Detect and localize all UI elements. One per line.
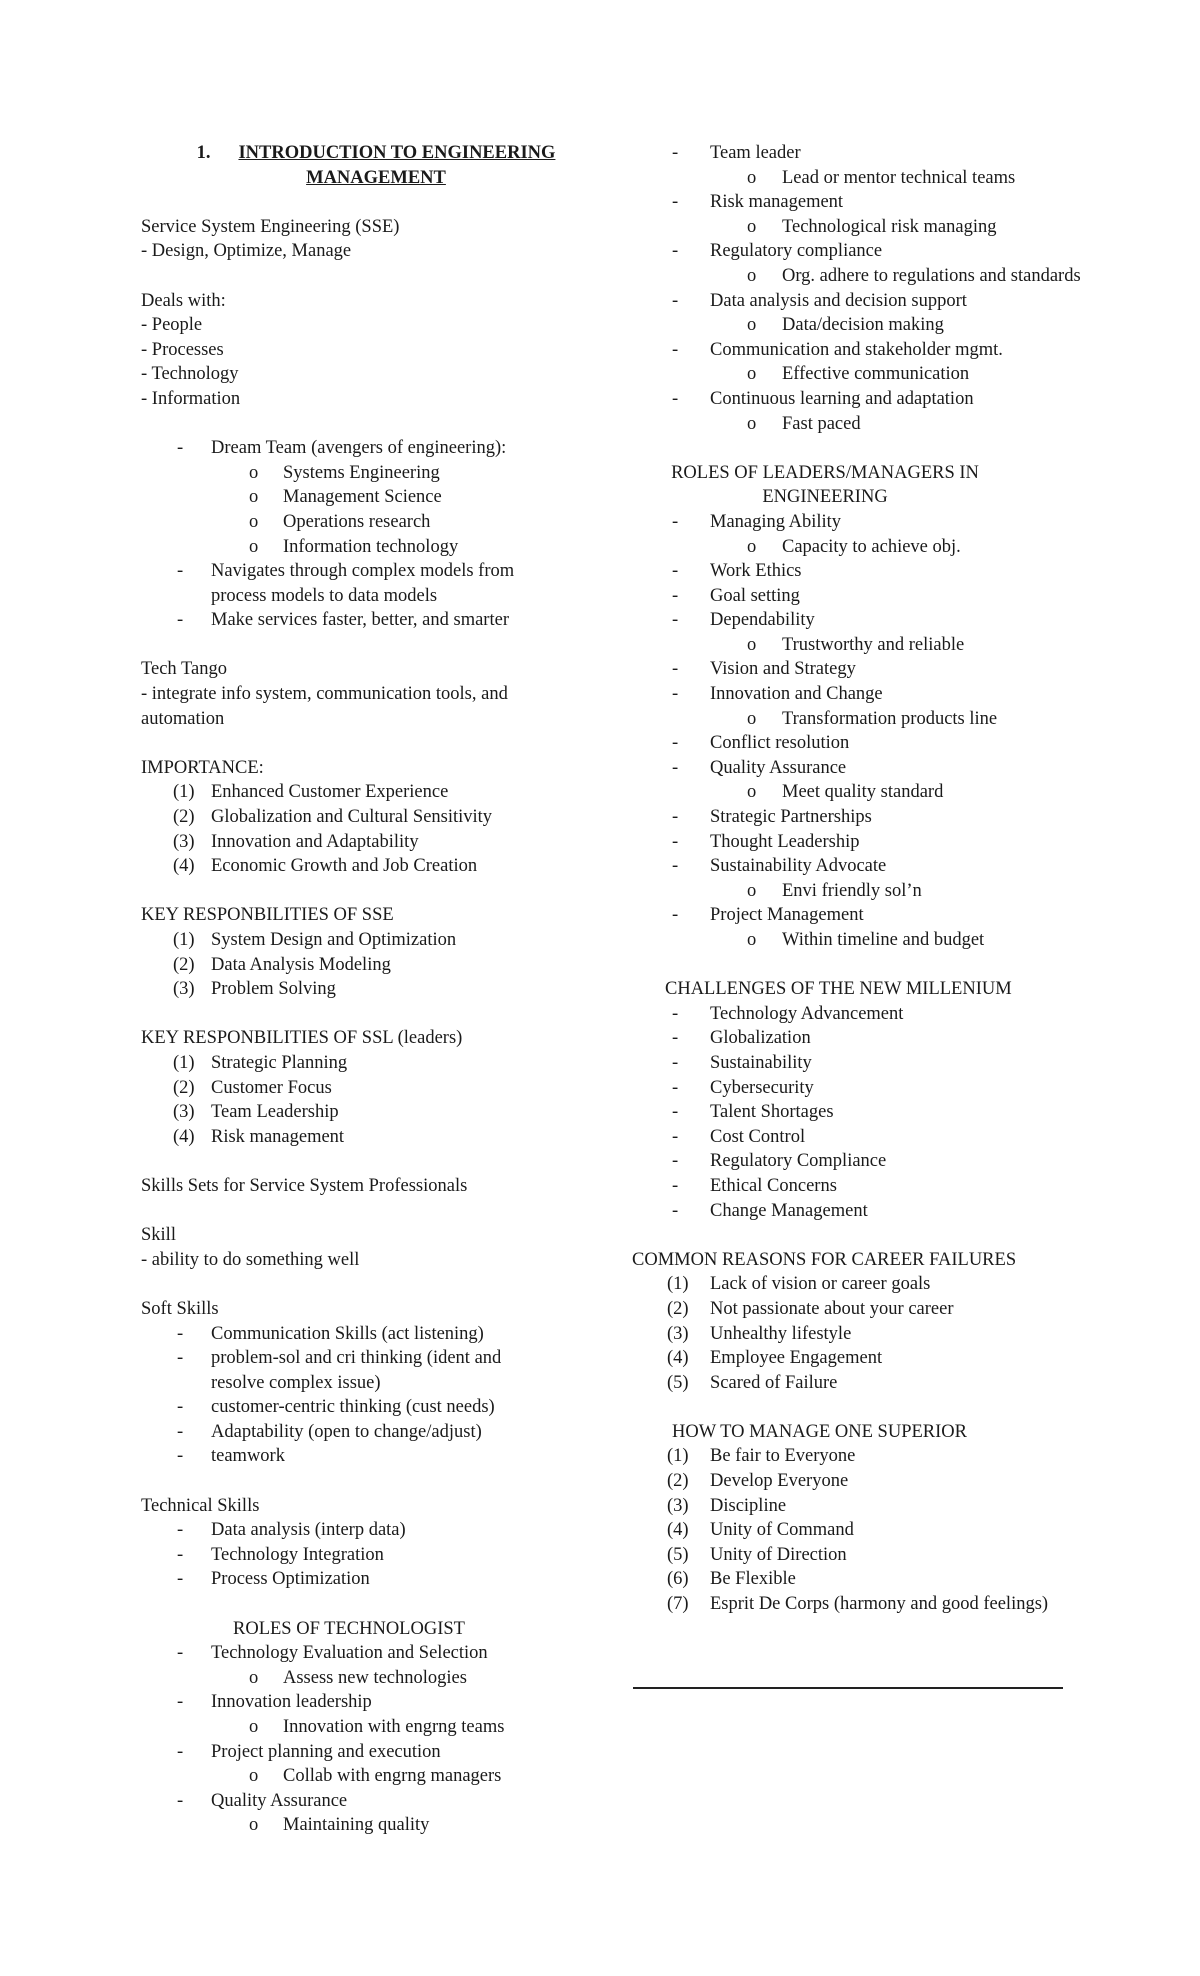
- dash-marker: -: [672, 1028, 679, 1049]
- list-item-text: Risk management: [710, 192, 844, 213]
- sub-item-text: Maintaining quality: [283, 1815, 430, 1836]
- sub-item: [640, 633, 1200, 658]
- circle-marker: o: [747, 880, 757, 901]
- sub-item: [141, 1813, 611, 1838]
- circle-marker: o: [249, 1717, 259, 1737]
- numbered-item-text: Globalization and Cultural Sensitivity: [211, 807, 493, 828]
- list-item: [640, 1002, 1080, 1027]
- list-item-text: Cybersecurity: [710, 1077, 814, 1098]
- importance-heading: IMPORTANCE:: [141, 757, 264, 778]
- sub-item-text: Technological risk managing: [782, 216, 997, 237]
- numbered-item: [141, 780, 611, 805]
- list-item: [141, 1346, 556, 1395]
- list-item: [141, 1567, 611, 1592]
- dash-marker: -: [177, 1446, 184, 1467]
- list-item: [141, 1543, 611, 1568]
- list-item: [141, 1395, 556, 1420]
- numbered-item-text: Innovation and Adaptability: [211, 831, 419, 852]
- numbered-item-text: Esprit De Corps (harmony and good feelings): [710, 1594, 1049, 1615]
- number-marker: (1): [173, 782, 195, 803]
- dash-marker: -: [672, 610, 679, 631]
- numbered-item-text: Scared of Failure: [710, 1372, 838, 1393]
- circle-marker: o: [249, 1667, 259, 1688]
- dash-marker: -: [177, 610, 184, 631]
- sub-item-text: Fast paced: [782, 413, 861, 434]
- dash-marker: -: [177, 1520, 184, 1541]
- list-item: [640, 141, 1080, 166]
- roles-technologist-heading: ROLES OF TECHNOLOGIST: [233, 1618, 465, 1639]
- sub-item-text: Trustworthy and reliable: [782, 634, 965, 655]
- page-title: [141, 141, 566, 190]
- sub-item-text: Org. adhere to regulations and standards: [782, 265, 1081, 286]
- numbered-item-text: Lack of vision or career goals: [710, 1274, 931, 1295]
- number-marker: (1): [173, 930, 195, 950]
- dash-marker: -: [672, 388, 679, 409]
- title-line-1: INTRODUCTION TO ENGINEERING: [238, 143, 556, 163]
- sub-item-text: Transformation products line: [782, 708, 998, 729]
- sub-item: [640, 215, 1182, 240]
- circle-marker: o: [249, 1766, 259, 1787]
- numbered-item: [640, 1322, 1080, 1347]
- sub-item-text: Lead or mentor technical teams: [782, 167, 1016, 188]
- number-marker: (5): [667, 1544, 689, 1565]
- number-marker: (7): [667, 1594, 689, 1615]
- sub-item-text: Innovation with engrng teams: [283, 1717, 505, 1737]
- dash-marker: -: [177, 1643, 184, 1664]
- numbered-item-text: Employee Engagement: [710, 1348, 883, 1369]
- dash-marker: -: [672, 143, 679, 163]
- sse-description: - Design, Optimize, Manage: [141, 241, 352, 262]
- list-item: [640, 510, 1080, 535]
- numbered-item: [640, 1297, 1080, 1322]
- list-item-text: Data analysis and decision support: [710, 290, 967, 311]
- list-item-text: Technology Advancement: [710, 1003, 904, 1024]
- soft-skills-heading: Soft Skills: [141, 1298, 219, 1319]
- list-item: [141, 1322, 556, 1347]
- ssl-resp-heading: KEY RESPONBILITIES OF SSL (leaders): [141, 1028, 463, 1049]
- tech-tango-description: - integrate info system, communication tools, and automation: [141, 684, 508, 729]
- list-item: [640, 338, 1080, 363]
- sub-item-text: Collab with engrng managers: [283, 1766, 502, 1787]
- numbered-item: [640, 1469, 1080, 1494]
- list-item: [640, 1100, 1080, 1125]
- list-item: [640, 289, 1080, 314]
- number-marker: (6): [667, 1569, 689, 1590]
- list-item: [640, 682, 1080, 707]
- list-item-text: Innovation and Change: [710, 684, 883, 705]
- circle-marker: o: [249, 487, 259, 508]
- deals-heading: Deals with:: [141, 290, 226, 311]
- dash-marker: -: [672, 1052, 679, 1073]
- sub-item-text: Operations research: [283, 511, 431, 532]
- numbered-item-text: Be fair to Everyone: [710, 1446, 856, 1467]
- list-item-text: Technology Integration: [211, 1544, 384, 1565]
- numbered-item-text: Economic Growth and Job Creation: [211, 856, 478, 877]
- sub-item-text: Assess new technologies: [283, 1667, 467, 1688]
- numbered-item-text: Team Leadership: [211, 1102, 339, 1123]
- list-item: [640, 584, 1080, 609]
- dash-marker: -: [177, 1397, 184, 1418]
- numbered-item: [141, 1125, 611, 1150]
- list-item: [640, 1051, 1080, 1076]
- list-item: [141, 1444, 556, 1469]
- list-item-text: Technology Evaluation and Selection: [211, 1643, 488, 1664]
- numbered-item-text: Customer Focus: [211, 1077, 332, 1098]
- sub-item-text: Information technology: [283, 536, 459, 557]
- number-marker: (2): [173, 954, 195, 975]
- leaders-heading-line-2: ENGINEERING: [762, 487, 888, 508]
- deals-item: - Technology: [141, 364, 239, 385]
- list-item: [640, 854, 1080, 879]
- list-item-text: teamwork: [211, 1446, 285, 1467]
- skill-sets-heading: Skills Sets for Service System Professionals: [141, 1175, 468, 1196]
- sub-item: [141, 461, 611, 486]
- sub-item: [141, 1666, 611, 1691]
- sub-item: [141, 1764, 611, 1789]
- list-item: [640, 1174, 1080, 1199]
- numbered-item: [141, 1051, 611, 1076]
- dash-marker: -: [672, 339, 679, 360]
- dash-marker: -: [672, 1175, 679, 1196]
- dash-marker: -: [672, 733, 679, 754]
- number-marker: (4): [173, 856, 195, 877]
- dash-marker: -: [672, 1200, 679, 1221]
- list-item: [640, 239, 1080, 264]
- list-item: [640, 731, 1080, 756]
- list-item-text: Project planning and execution: [211, 1741, 441, 1762]
- numbered-item: [141, 953, 611, 978]
- dash-marker: -: [177, 1421, 184, 1442]
- circle-marker: o: [249, 511, 259, 532]
- number-marker: (3): [667, 1323, 689, 1344]
- list-item-text: Quality Assurance: [211, 1790, 348, 1811]
- sse-heading: Service System Engineering (SSE): [141, 216, 400, 237]
- list-item: [640, 1026, 1080, 1051]
- dash-marker: -: [177, 438, 184, 459]
- numbered-item-text: Unhealthy lifestyle: [710, 1323, 852, 1344]
- sub-item: [640, 166, 1182, 191]
- number-marker: (2): [173, 1077, 195, 1098]
- list-item: [141, 1789, 611, 1814]
- list-item-text: Make services faster, better, and smarter: [211, 610, 509, 631]
- dash-marker: -: [672, 1003, 679, 1024]
- skill-heading: Skill: [141, 1225, 176, 1246]
- deals-item: - People: [141, 315, 203, 336]
- numbered-item: [141, 854, 611, 879]
- sub-item-text: Meet quality standard: [782, 782, 944, 803]
- list-item: [141, 608, 611, 633]
- number-marker: (4): [667, 1348, 689, 1369]
- sub-item-text: Data/decision making: [782, 315, 944, 336]
- left-column: [141, 141, 611, 1838]
- sub-item-text: Within timeline and budget: [782, 930, 985, 950]
- list-item: [640, 903, 1080, 928]
- number-marker: (2): [667, 1298, 689, 1319]
- circle-marker: o: [747, 413, 757, 434]
- sse-resp-heading: KEY RESPONBILITIES OF SSE: [141, 905, 394, 926]
- dash-marker: -: [672, 1077, 679, 1098]
- section-divider-line: [633, 1687, 1063, 1689]
- dash-marker: -: [672, 1126, 679, 1147]
- dash-marker: -: [672, 192, 679, 213]
- number-marker: (2): [667, 1471, 689, 1492]
- dash-marker: -: [177, 1569, 184, 1590]
- numbered-item: [141, 928, 611, 953]
- circle-marker: o: [747, 315, 757, 336]
- numbered-item-text: Not passionate about your career: [710, 1298, 954, 1319]
- list-item-text: Strategic Partnerships: [710, 807, 872, 828]
- skill-description: - ability to do something well: [141, 1249, 360, 1270]
- numbered-item: [141, 1076, 611, 1101]
- list-item: [640, 559, 1080, 584]
- deals-item: - Information: [141, 388, 241, 409]
- numbered-item-text: Enhanced Customer Experience: [211, 782, 449, 803]
- numbered-item: [640, 1494, 1080, 1519]
- dash-marker: -: [672, 1102, 679, 1123]
- list-item-text: Sustainability Advocate: [710, 856, 887, 877]
- list-item: [640, 756, 1080, 781]
- dash-marker: -: [672, 807, 679, 828]
- number-marker: (1): [667, 1446, 689, 1467]
- tech-tango-heading: Tech Tango: [141, 659, 227, 680]
- numbered-item: [640, 1543, 1080, 1568]
- list-item: [141, 559, 541, 608]
- sub-item: [640, 535, 1200, 560]
- list-item: [640, 387, 1080, 412]
- list-item-text: Process Optimization: [211, 1569, 370, 1590]
- list-item-text: Vision and Strategy: [710, 659, 856, 680]
- list-item-text: Innovation leadership: [211, 1692, 372, 1713]
- circle-marker: o: [747, 167, 757, 188]
- numbered-item: [640, 1567, 1080, 1592]
- circle-marker: o: [747, 536, 757, 557]
- sub-item-text: Systems Engineering: [283, 462, 440, 483]
- dash-marker: -: [177, 561, 184, 582]
- dash-marker: -: [672, 684, 679, 705]
- sub-item: [141, 1715, 611, 1740]
- sub-item: [640, 362, 1182, 387]
- list-item-text: Adaptability (open to change/adjust): [211, 1421, 482, 1442]
- list-item: [640, 805, 1080, 830]
- list-item-text: Goal setting: [710, 585, 800, 606]
- numbered-item-text: Unity of Command: [710, 1520, 854, 1541]
- list-item-text: Regulatory Compliance: [710, 1151, 887, 1172]
- number-marker: (4): [667, 1520, 689, 1541]
- numbered-item: [640, 1371, 1080, 1396]
- sub-item: [640, 412, 1182, 437]
- numbered-item-text: Problem Solving: [211, 979, 336, 1000]
- circle-marker: o: [249, 536, 259, 557]
- number-marker: (4): [173, 1126, 195, 1147]
- sub-item: [640, 928, 1200, 953]
- sub-item-text: Envi friendly sol’n: [782, 880, 922, 901]
- list-item-text: Cost Control: [710, 1126, 806, 1147]
- list-item-text: Change Management: [710, 1200, 868, 1221]
- sub-item: [141, 510, 611, 535]
- circle-marker: o: [249, 462, 259, 483]
- dash-marker: -: [177, 1692, 184, 1713]
- sub-item: [640, 264, 1182, 289]
- dash-marker: -: [672, 905, 679, 926]
- number-marker: (3): [173, 979, 195, 1000]
- technical-skills-heading: Technical Skills: [141, 1495, 260, 1516]
- list-item-text: customer-centric thinking (cust needs): [211, 1397, 495, 1418]
- numbered-item: [640, 1518, 1080, 1543]
- dash-marker: -: [177, 1741, 184, 1762]
- list-item: [640, 657, 1080, 682]
- numbered-item: [640, 1444, 1080, 1469]
- dash-marker: -: [177, 1323, 184, 1344]
- list-item: [640, 1199, 1080, 1224]
- dash-marker: -: [672, 511, 679, 532]
- numbered-item-text: Strategic Planning: [211, 1052, 348, 1073]
- circle-marker: o: [747, 216, 757, 237]
- numbered-item: [640, 1346, 1080, 1371]
- leaders-heading-line-1: ROLES OF LEADERS/MANAGERS IN: [671, 462, 979, 483]
- number-marker: (1): [667, 1274, 689, 1295]
- sub-item: [141, 535, 611, 560]
- list-item: [141, 1641, 611, 1666]
- numbered-item: [640, 1592, 1050, 1617]
- numbered-item-text: Develop Everyone: [710, 1471, 849, 1492]
- circle-marker: o: [747, 364, 757, 385]
- list-item: [640, 1076, 1080, 1101]
- numbered-item-text: Risk management: [211, 1126, 345, 1147]
- number-marker: (3): [173, 831, 195, 852]
- sub-item: [640, 707, 1200, 732]
- circle-marker: o: [249, 1815, 259, 1836]
- dash-marker: -: [177, 1790, 184, 1811]
- numbered-item: [141, 1100, 611, 1125]
- number-marker: (2): [173, 807, 195, 828]
- list-item-text: Communication and stakeholder mgmt.: [710, 339, 1003, 360]
- list-item: [141, 1518, 611, 1543]
- circle-marker: o: [747, 782, 757, 803]
- number-marker: (1): [173, 1052, 195, 1073]
- dash-marker: -: [672, 290, 679, 311]
- numbered-item: [141, 805, 611, 830]
- list-item: [141, 1690, 611, 1715]
- sub-item: [640, 313, 1182, 338]
- title-number: 1.: [196, 143, 211, 163]
- list-item-text: Work Ethics: [710, 561, 802, 582]
- failures-heading: COMMON REASONS FOR CAREER FAILURES: [632, 1249, 1017, 1270]
- number-marker: (3): [667, 1495, 689, 1516]
- list-item-text: Sustainability: [710, 1052, 812, 1073]
- dash-marker: -: [672, 561, 679, 582]
- list-item-text: problem-sol and cri thinking (ident and resolve complex issue): [211, 1348, 502, 1393]
- numbered-item-text: Be Flexible: [710, 1569, 796, 1590]
- list-item-text: Continuous learning and adaptation: [710, 388, 974, 409]
- numbered-item-text: System Design and Optimization: [211, 930, 457, 950]
- dash-marker: -: [672, 1151, 679, 1172]
- list-item: [640, 190, 1080, 215]
- list-item-text: Data analysis (interp data): [211, 1520, 406, 1541]
- list-item: [640, 830, 1080, 855]
- list-item-text: Communication Skills (act listening): [211, 1323, 484, 1344]
- sub-item-text: Effective communication: [782, 364, 970, 385]
- list-item-text: Dependability: [710, 610, 815, 631]
- dash-marker: -: [672, 757, 679, 778]
- list-item: [141, 436, 611, 461]
- sub-item: [640, 780, 1200, 805]
- list-item-text: Regulatory compliance: [710, 241, 883, 262]
- number-marker: (3): [173, 1102, 195, 1123]
- list-item-text: Project Management: [710, 905, 864, 926]
- list-item: [640, 1149, 1080, 1174]
- list-item-text: Globalization: [710, 1028, 811, 1049]
- dash-marker: -: [672, 856, 679, 877]
- numbered-item: [141, 977, 611, 1002]
- dash-marker: -: [177, 1348, 184, 1369]
- dash-marker: -: [177, 1544, 184, 1565]
- numbered-item-text: Data Analysis Modeling: [211, 954, 391, 975]
- deals-item: - Processes: [141, 339, 224, 360]
- numbered-item-text: Unity of Direction: [710, 1544, 847, 1565]
- circle-marker: o: [747, 708, 757, 729]
- dash-marker: -: [672, 831, 679, 852]
- title-line-2: MANAGEMENT: [306, 167, 446, 188]
- circle-marker: o: [747, 634, 757, 655]
- list-item-text: Thought Leadership: [710, 831, 860, 852]
- list-item: [141, 1420, 556, 1445]
- number-marker: (5): [667, 1372, 689, 1393]
- list-item-text: Ethical Concerns: [710, 1175, 837, 1196]
- dash-marker: -: [672, 585, 679, 606]
- numbered-item: [141, 830, 611, 855]
- list-item-text: Conflict resolution: [710, 733, 850, 754]
- circle-marker: o: [747, 265, 757, 286]
- numbered-item: [640, 1272, 1080, 1297]
- numbered-item-text: Discipline: [710, 1495, 787, 1516]
- circle-marker: o: [747, 930, 757, 950]
- list-item: [141, 1740, 611, 1765]
- dash-marker: -: [672, 659, 679, 680]
- dream-team-text: Dream Team (avengers of engineering):: [211, 438, 507, 459]
- sub-item-text: Capacity to achieve obj.: [782, 536, 961, 557]
- list-item-text: Managing Ability: [710, 511, 842, 532]
- sub-item-text: Management Science: [283, 487, 442, 508]
- list-item: [640, 608, 1080, 633]
- list-item-text: Team leader: [710, 143, 801, 163]
- right-column: [632, 141, 1081, 1617]
- list-item-text: Quality Assurance: [710, 757, 847, 778]
- sub-item: [640, 879, 1200, 904]
- superior-heading: HOW TO MANAGE ONE SUPERIOR: [672, 1421, 967, 1442]
- list-item-text: Navigates through complex models from process models to data models: [211, 561, 515, 606]
- list-item-text: Talent Shortages: [710, 1102, 834, 1123]
- dash-marker: -: [672, 241, 679, 262]
- sub-item: [141, 485, 611, 510]
- list-item: [640, 1125, 1080, 1150]
- challenges-heading: CHALLENGES OF THE NEW MILLENIUM: [665, 979, 1012, 1000]
